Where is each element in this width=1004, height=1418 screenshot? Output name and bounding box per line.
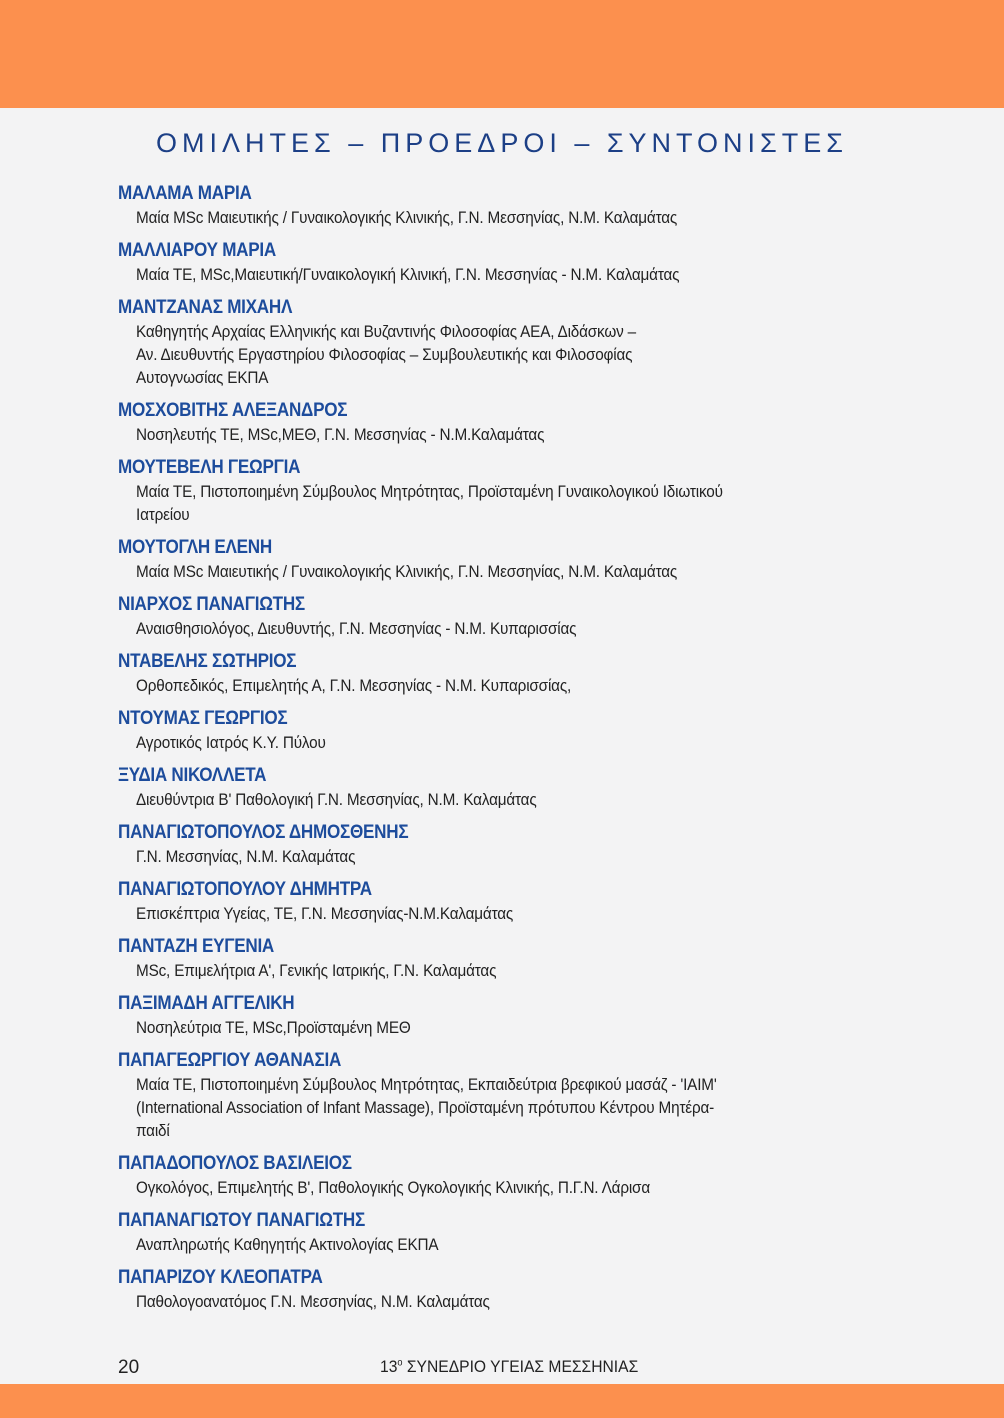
speaker-list [118, 182, 878, 1323]
affiliation-line: Αγροτικός Ιατρός Κ.Υ. Πύλου [136, 733, 326, 752]
affiliation-line: Αναισθησιολόγος, Διευθυντής, Γ.Ν. Μεσσηνίας - Ν.Μ. Κυπαρισσίας [136, 619, 577, 638]
speaker-affiliation [136, 617, 878, 640]
speaker-affiliation [136, 1176, 878, 1199]
speaker-name: ΜΑΝΤΖΑΝΑΣ ΜΙΧΑΗΛ [118, 297, 293, 318]
affiliation-line: Μαία MSc Μαιευτικής / Γυναικολογικής Κλινικής, Γ.Ν. Μεσσηνίας, Ν.Μ. Καλαμάτας [136, 562, 678, 581]
speaker-entry [118, 1209, 878, 1256]
affiliation-line: Μαία ΤΕ, Πιστοποιημένη Σύμβουλος Μητρότητας, Προϊσταμένη Γυναικολογικού Ιδιωτικού [136, 482, 723, 501]
speaker-affiliation [136, 674, 878, 697]
affiliation-line: Παθολογοανατόμος Γ.Ν. Μεσσηνίας, Ν.Μ. Καλαμάτας [136, 1292, 490, 1311]
speaker-name: ΠΑΠΑΔΟΠΟΥΛΟΣ ΒΑΣΙΛΕΙΟΣ [118, 1153, 352, 1174]
speaker-affiliation [136, 845, 878, 868]
footer-event-name: ΣΥΝΕΔΡΙΟ ΥΓΕΙΑΣ ΜΕΣΣΗΝΙΑΣ [402, 1357, 639, 1376]
affiliation-line: Επισκέπτρια Υγείας, ΤΕ, Γ.Ν. Μεσσηνίας-Ν.Μ.Καλαμάτας [136, 904, 514, 923]
affiliation-line: Αυτογνωσίας ΕΚΠΑ [136, 368, 269, 387]
speaker-name: ΠΑΝΑΓΙΩΤΟΠΟΥΛΟΣ ΔΗΜΟΣΘΕΝΗΣ [118, 822, 409, 843]
speaker-entry [118, 399, 878, 446]
speaker-affiliation [136, 560, 878, 583]
speaker-affiliation [136, 1290, 878, 1313]
affiliation-line: MSc, Επιμελήτρια Α', Γενικής Ιατρικής, Γ.Ν. Καλαμάτας [136, 961, 497, 980]
top-orange-band [0, 0, 1004, 108]
speaker-name: ΠΑΝΤΑΖΗ ΕΥΓΕΝΙΑ [118, 936, 275, 957]
speaker-entry [118, 1152, 878, 1199]
footer-ordinal: 13 [380, 1357, 398, 1376]
affiliation-line: Ιατρείου [136, 505, 190, 524]
speaker-affiliation [136, 1233, 878, 1256]
speaker-name: ΝΤΟΥΜΑΣ ΓΕΩΡΓΙΟΣ [118, 708, 288, 729]
speaker-affiliation [136, 1016, 878, 1039]
speaker-entry [118, 935, 878, 982]
speaker-name: ΝΤΑΒΕΛΗΣ ΣΩΤΗΡΙΟΣ [118, 651, 297, 672]
affiliation-line: Μαία ΤΕ, MSc,Μαιευτική/Γυναικολογική Κλινική, Γ.Ν. Μεσσηνίας - Ν.Μ. Καλαμάτας [136, 265, 680, 284]
speaker-name: ΜΟΣΧΟΒΙΤΗΣ ΑΛΕΞΑΝΔΡΟΣ [118, 400, 348, 421]
speaker-affiliation [136, 480, 878, 526]
page-number: 20 [118, 1357, 140, 1378]
affiliation-line: Διευθύντρια Β' Παθολογική Γ.Ν. Μεσσηνίας, Ν.Μ. Καλαμάτας [136, 790, 537, 809]
speaker-affiliation [136, 902, 878, 925]
speaker-entry [118, 821, 878, 868]
speaker-affiliation [136, 1073, 878, 1142]
speaker-entry [118, 182, 878, 229]
speaker-entry [118, 1049, 878, 1142]
speaker-affiliation [136, 206, 878, 229]
speaker-name: ΞΥΔΙΑ ΝΙΚΟΛΛΕΤΑ [118, 765, 267, 786]
speaker-name: ΜΟΥΤΕΒΕΛΗ ΓΕΩΡΓΙΑ [118, 457, 301, 478]
affiliation-line: Καθηγητής Αρχαίας Ελληνικής και Βυζαντινής Φιλοσοφίας ΑΕΑ, Διδάσκων – [136, 322, 636, 341]
speaker-entry [118, 878, 878, 925]
speaker-affiliation [136, 320, 878, 389]
speaker-name: ΠΑΠΑΓΕΩΡΓΙΟΥ ΑΘΑΝΑΣΙΑ [118, 1050, 342, 1071]
speaker-entry [118, 593, 878, 640]
affiliation-line: Αναπληρωτής Καθηγητής Ακτινολογίας ΕΚΠΑ [136, 1235, 439, 1254]
affiliation-line: Μαία ΤΕ, Πιστοποιημένη Σύμβουλος Μητρότητας, Εκπαιδεύτρια βρεφικού μασάζ - 'IAIM' [136, 1075, 717, 1094]
page-title: ΟΜΙΛΗΤΕΣ – ΠΡΟΕΔΡΟΙ – ΣΥΝΤΟΝΙΣΤΕΣ [156, 128, 848, 158]
speaker-entry [118, 650, 878, 697]
affiliation-line: Ορθοπεδικός, Επιμελητής Α, Γ.Ν. Μεσσηνίας - Ν.Μ. Κυπαρισσίας, [136, 676, 572, 695]
speaker-entry [118, 296, 878, 389]
affiliation-line: (International Association of Infant Massage), Προϊσταμένη πρότυπου Κέντρου Μητέρα- [136, 1098, 715, 1117]
affiliation-line: Ογκολόγος, Επιμελητής Β', Παθολογικής Ογκολογικής Κλινικής, Π.Γ.Ν. Λάρισα [136, 1178, 650, 1197]
affiliation-line: Γ.Ν. Μεσσηνίας, Ν.Μ. Καλαμάτας [136, 847, 356, 866]
affiliation-line: Μαία MSc Μαιευτικής / Γυναικολογικής Κλινικής, Γ.Ν. Μεσσηνίας, Ν.Μ. Καλαμάτας [136, 208, 678, 227]
speaker-name: ΠΑΠΑΝΑΓΙΩΤΟΥ ΠΑΝΑΓΙΩΤΗΣ [118, 1210, 365, 1231]
speaker-affiliation [136, 788, 878, 811]
affiliation-line: Νοσηλευτής ΤΕ, MSc,ΜΕΘ, Γ.Ν. Μεσσηνίας - Ν.Μ.Καλαμάτας [136, 425, 545, 444]
footer-event-title [380, 1357, 638, 1377]
speaker-affiliation [136, 959, 878, 982]
speaker-name: ΜΑΛΛΙΑΡΟΥ ΜΑΡΙΑ [118, 240, 276, 261]
speaker-entry [118, 456, 878, 526]
speaker-affiliation [136, 263, 878, 286]
speaker-affiliation [136, 731, 878, 754]
footer-ordinal-suffix: ο [397, 1357, 403, 1369]
speaker-entry [118, 239, 878, 286]
speaker-entry [118, 707, 878, 754]
speaker-name: ΠΑΞΙΜΑΔΗ ΑΓΓΕΛΙΚΗ [118, 993, 295, 1014]
bottom-orange-band [0, 1384, 1004, 1418]
speaker-entry [118, 992, 878, 1039]
speaker-name: ΝΙΑΡΧΟΣ ΠΑΝΑΓΙΩΤΗΣ [118, 594, 305, 615]
speaker-name: ΜΟΥΤΟΓΛΗ ΕΛΕΝΗ [118, 537, 272, 558]
speaker-name: ΠΑΠΑΡΙΖΟΥ ΚΛΕΟΠΑΤΡΑ [118, 1267, 323, 1288]
speaker-entry [118, 536, 878, 583]
speaker-affiliation [136, 423, 878, 446]
speaker-entry [118, 764, 878, 811]
affiliation-line: Αν. Διευθυντής Εργαστηρίου Φιλοσοφίας – Συμβουλευτικής και Φιλοσοφίας [136, 345, 633, 364]
speaker-name: ΠΑΝΑΓΙΩΤΟΠΟΥΛΟΥ ΔΗΜΗΤΡΑ [118, 879, 372, 900]
speaker-entry [118, 1266, 878, 1313]
speaker-name: ΜΑΛΑΜΑ ΜΑΡΙΑ [118, 183, 252, 204]
affiliation-line: Νοσηλεύτρια ΤΕ, MSc,Προϊσταμένη ΜΕΘ [136, 1018, 411, 1037]
affiliation-line: παιδί [136, 1121, 170, 1140]
